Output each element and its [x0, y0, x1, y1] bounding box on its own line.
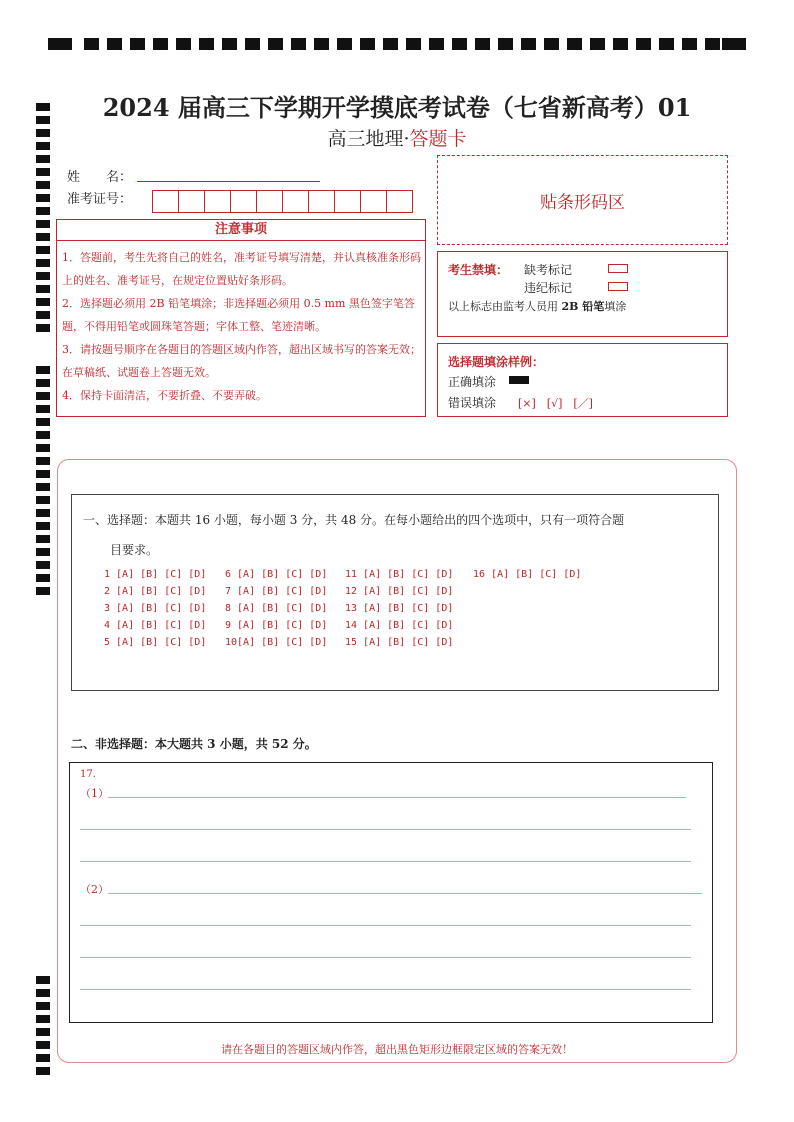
- notice-item: 2．选择题必须用 2B 铅笔填涂；非选择题必须用 0.5 mm 黑色签字笔答题，不得用铅笔或圆珠笔答题；字体工整、笔迹清晰。: [62, 297, 415, 333]
- id-box[interactable]: [230, 190, 257, 213]
- mc-question-5[interactable]: 5 [A] [B] [C] [D]: [104, 637, 207, 648]
- mc-question-8[interactable]: 8 [A] [B] [C] [D]: [225, 603, 328, 614]
- barcode-label: 贴条形码区: [540, 192, 625, 213]
- violation-mark[interactable]: [608, 282, 628, 291]
- wrong-label: 错误填涂: [448, 396, 497, 410]
- mc-question-16[interactable]: 16 [A] [B] [C] [D]: [473, 569, 582, 580]
- mc-question-6[interactable]: 6 [A] [B] [C] [D]: [225, 569, 328, 580]
- answer-line[interactable]: [80, 829, 691, 830]
- notice-list: [62, 246, 424, 407]
- id-box[interactable]: [178, 190, 205, 213]
- answer-line[interactable]: [108, 893, 702, 894]
- mc-question-12[interactable]: 12 [A] [B] [C] [D]: [345, 586, 454, 597]
- answer-line[interactable]: [80, 957, 691, 958]
- fill-sample-box: [437, 343, 728, 417]
- forbid-heading: 考生禁填：: [448, 263, 509, 277]
- q17-number: 17.: [80, 769, 96, 780]
- id-box[interactable]: [256, 190, 283, 213]
- mc-question-9[interactable]: 9 [A] [B] [C] [D]: [225, 620, 328, 631]
- section2-heading: 二、非选择题：本大题共 3 小题，共 52 分。: [71, 737, 317, 751]
- correct-fill-sample: [509, 376, 529, 384]
- name-input-line[interactable]: [137, 181, 320, 182]
- answer-line[interactable]: [80, 861, 691, 862]
- sample-heading: 选择题填涂样例：: [448, 355, 545, 369]
- forbid-note: [448, 298, 626, 314]
- absent-label: 缺考标记: [524, 263, 573, 277]
- wrong-fill-samples: [×] [√] [／]: [518, 397, 593, 410]
- mc-question-7[interactable]: 7 [A] [B] [C] [D]: [225, 586, 328, 597]
- notice-item: 1．答题前，考生先将自己的姓名，准考证号填写清楚，并认真核准条形码上的姓名、准考证号，在规定位置贴好条形码。: [62, 251, 421, 287]
- footer-warning: 请在各题目的答题区域内作答，超出黑色矩形边框限定区域的答案无效！: [221, 1043, 573, 1056]
- subtitle-card: 答题卡: [409, 128, 467, 150]
- id-box[interactable]: [152, 190, 179, 213]
- mc-question-14[interactable]: 14 [A] [B] [C] [D]: [345, 620, 454, 631]
- top-timing-marks: [48, 38, 746, 52]
- mc-question-4[interactable]: 4 [A] [B] [C] [D]: [104, 620, 207, 631]
- subtitle-subject: 高三地理·: [327, 128, 410, 150]
- forbid-note-bold: 2B 铅笔: [561, 300, 605, 313]
- mc-question-3[interactable]: 3 [A] [B] [C] [D]: [104, 603, 207, 614]
- id-box[interactable]: [204, 190, 231, 213]
- page-title: 2024 届高三下学期开学摸底考试卷（七省新高考）01: [102, 93, 692, 122]
- correct-label: 正确填涂: [448, 375, 497, 389]
- answer-line[interactable]: [80, 989, 691, 990]
- violation-label: 违纪标记: [524, 281, 573, 295]
- answer-line[interactable]: [108, 797, 686, 798]
- examiner-only-box: [437, 251, 728, 337]
- name-label: 姓 名：: [67, 170, 133, 185]
- q17-part1-label: （1）: [80, 787, 109, 800]
- notice-item: 4．保持卡面清洁，不要折叠、不要弄破。: [62, 389, 267, 402]
- id-box[interactable]: [334, 190, 361, 213]
- id-box[interactable]: [282, 190, 309, 213]
- forbid-note-suffix: 填涂: [604, 300, 627, 313]
- notice-heading: 注意事项: [56, 219, 426, 241]
- mc-question-11[interactable]: 11 [A] [B] [C] [D]: [345, 569, 454, 580]
- answer-line[interactable]: [80, 925, 691, 926]
- mc-question-13[interactable]: 13 [A] [B] [C] [D]: [345, 603, 454, 614]
- exam-id-boxes[interactable]: [153, 190, 413, 212]
- id-box[interactable]: [308, 190, 335, 213]
- id-label: 准考证号：: [67, 192, 133, 207]
- forbid-note-prefix: 以上标志由监考人员用: [448, 300, 562, 313]
- section1-heading: 一、选择题：本题共 16 小题，每小题 3 分，共 48 分。在每小题给出的四个选项中，只有一项符合题: [83, 513, 625, 527]
- mc-question-15[interactable]: 15 [A] [B] [C] [D]: [345, 637, 454, 648]
- absent-mark[interactable]: [608, 264, 628, 273]
- section1-heading-cont: 目要求。: [110, 543, 159, 557]
- mc-question-1[interactable]: 1 [A] [B] [C] [D]: [104, 569, 207, 580]
- q17-part2-label: （2）: [80, 883, 109, 896]
- notice-item: 3．请按题号顺序在各题目的答题区域内作答，超出区域书写的答案无效；在草稿纸、试题卷上答题无效。: [62, 343, 421, 379]
- barcode-area: [437, 155, 728, 245]
- subtitle: [0, 124, 794, 151]
- id-box[interactable]: [360, 190, 387, 213]
- mc-question-10[interactable]: 10[A] [B] [C] [D]: [225, 637, 328, 648]
- id-box[interactable]: [386, 190, 413, 213]
- mc-question-2[interactable]: 2 [A] [B] [C] [D]: [104, 586, 207, 597]
